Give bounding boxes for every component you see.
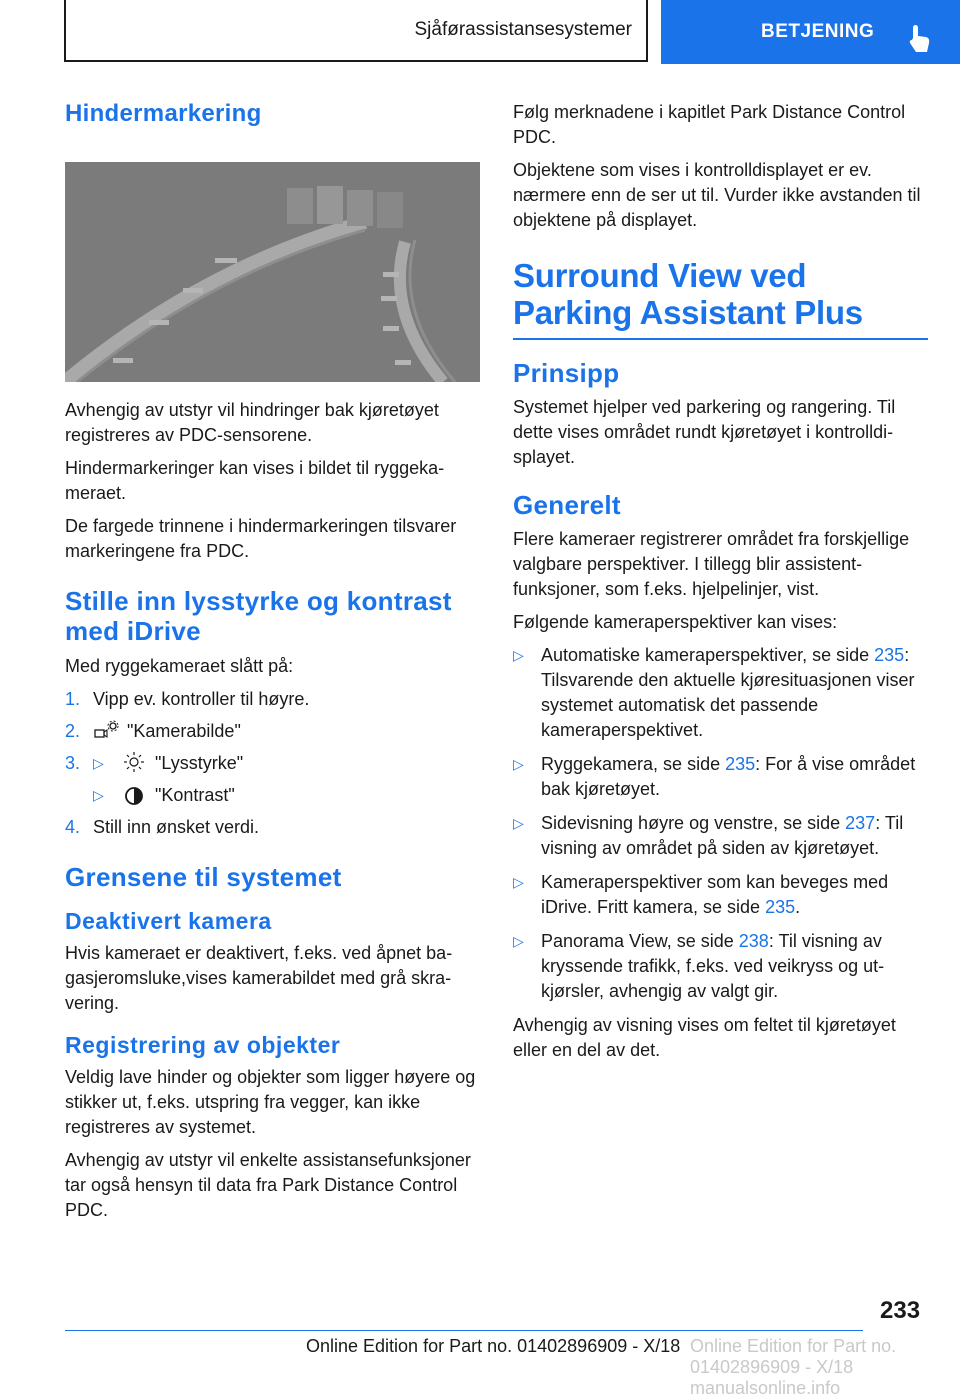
step-text: "Lysstyrke" — [155, 753, 244, 773]
bullet-text-part: : Til visning av området på siden av kjøretøyet. — [541, 813, 904, 858]
hindermarkering-paragraph: De fargede trinnene i hindermarkeringen tilsvarer markeringene fra PDC. — [65, 516, 457, 561]
triangle-bullet-icon: ▷ — [93, 787, 104, 803]
surround-view-heading: Surround View ved Parking Assistant Plus — [513, 257, 863, 331]
hindermarkering-paragraph: Avhengig av utstyr vil hindringer bak kjøretøyet registreres av PDC-sensorene. — [65, 400, 439, 445]
stille-inn-heading: Stille inn lysstyrke og kontrast med iDrive — [65, 586, 452, 646]
registrering-paragraph: Veldig lave hinder og objekter som ligger høyere og stikker ut, f.eks. utspring fra vegger, kan ikke registreres av systemet. — [65, 1067, 476, 1137]
camera-settings-icon — [93, 719, 119, 741]
perspective-list-item — [513, 752, 928, 802]
step-text: "Kontrast" — [155, 785, 235, 805]
page-link[interactable]: 237 — [845, 813, 876, 833]
step-text: Vipp ev. kontroller til høyre. — [93, 689, 310, 709]
page-link[interactable]: 235 — [765, 897, 796, 917]
bullet-text-part: Automatiske kameraperspektiver, se side — [541, 645, 875, 665]
deaktivert-heading: Deaktivert kamera — [65, 908, 272, 934]
bullet-text-part: Panorama View, se side — [541, 931, 739, 951]
bullet-text — [541, 870, 928, 920]
hand-pointer-icon — [909, 24, 931, 54]
registrering-paragraph: Avhengig av utstyr vil enkelte assistansefunksjoner tar også hensyn til data fra Park Distance Control PDC. — [65, 1150, 471, 1220]
grensene-heading: Grensene til systemet — [65, 862, 342, 892]
bullet-text-part: : Til visning av kryssende trafikk, f.eks. ved veikryss og utkjørsler, avhengig av valgt gir. — [541, 931, 885, 1001]
intro-paragraph: Objektene som vises i kontrolldisplayet er ev. nærmere enn de ser ut til. Vurder ikke avstanden til objektene på displayet. — [513, 160, 921, 230]
footer-divider — [65, 1330, 863, 1331]
bullet-text-part: : For å vise området bak kjøretøyet. — [541, 754, 916, 799]
step-number: 1. — [65, 689, 81, 709]
camera-obstacle-marking-image — [65, 162, 480, 382]
triangle-bullet-icon: ▷ — [513, 647, 524, 663]
chapter-tab[interactable] — [661, 0, 960, 64]
section-header — [64, 0, 648, 62]
right-column — [513, 100, 928, 1071]
step-2 — [65, 719, 480, 744]
perspective-list-item — [513, 643, 928, 743]
section-title: Sjåførassistansesystemer — [414, 19, 632, 40]
perspective-list-item — [513, 929, 928, 1004]
heading-divider — [513, 338, 928, 340]
deaktivert-paragraph: Hvis kameraet er deaktivert, f.eks. ved åpnet bagasjeromsluke,vises kamerabildet med grå skravering. — [65, 943, 453, 1013]
triangle-bullet-icon: ▷ — [513, 874, 524, 890]
brightness-icon — [121, 751, 147, 773]
generelt-paragraph: Flere kameraer registrerer området fra forskjellige valgbare perspektiver. I tillegg blir assistentfunksjoner, som f.eks. hjelpelinjer, vist. — [513, 529, 910, 599]
left-column — [65, 100, 480, 1231]
page-link[interactable]: 235 — [874, 645, 905, 665]
footer-edition: Online Edition for Part no. 01402896909 - X/18 — [306, 1336, 681, 1356]
bullet-text-part: Ryggekamera, se side — [541, 754, 726, 774]
hindermarkering-heading: Hindermarkering — [65, 100, 262, 127]
step-3-sub — [93, 783, 480, 808]
prinsipp-paragraph: Systemet hjelper ved parkering og rangering. Til dette vises området rundt kjøretøyet i kontrolldisplayet. — [513, 397, 896, 467]
contrast-icon — [121, 785, 147, 807]
bullet-text — [541, 811, 928, 861]
hindermarkering-paragraph: Hindermarkeringer kan vises i bildet til ryggekameraet. — [65, 458, 445, 503]
bullet-text — [541, 643, 928, 743]
page-link[interactable]: 238 — [738, 931, 769, 951]
footer-watermark: Online Edition for Part no. 01402896909 - X/18 manualsonline.info — [690, 1336, 897, 1398]
bullet-text — [541, 752, 928, 802]
triangle-bullet-icon: ▷ — [513, 815, 524, 831]
triangle-bullet-icon: ▷ — [93, 755, 104, 771]
step-number: 2. — [65, 721, 81, 741]
closing-paragraph: Avhengig av visning vises om feltet til kjøretøyet eller en del av det. — [513, 1015, 896, 1060]
generelt-paragraph: Følgende kameraperspektiver kan vises: — [513, 612, 838, 632]
step-number: 3. — [65, 753, 81, 773]
step-1 — [65, 687, 480, 712]
step-number: 4. — [65, 817, 81, 837]
step-text: "Kamerabilde" — [127, 721, 241, 741]
bullet-text-part: . — [795, 897, 801, 917]
chapter-title: BETJENING — [761, 21, 875, 42]
step-4 — [65, 815, 480, 840]
step-3 — [65, 751, 480, 776]
prinsipp-heading: Prinsipp — [513, 358, 620, 388]
registrering-heading: Registrering av objekter — [65, 1032, 341, 1058]
page-number: 233 — [880, 1297, 921, 1324]
bullet-text-part: : Tilsvarende den aktuelle kjøresituasjonen viser systemet automatisk det passende kameraperspektivet. — [541, 645, 915, 740]
bullet-text-part: Kameraperspektiver som kan beveges med iDrive. Fritt kamera, se side — [541, 872, 889, 917]
intro-paragraph: Følg merknadene i kapitlet Park Distance Control PDC. — [513, 102, 906, 147]
perspective-list-item — [513, 811, 928, 861]
generelt-heading: Generelt — [513, 490, 621, 520]
step-text: Still inn ønsket verdi. — [93, 817, 260, 837]
perspective-list-item — [513, 870, 928, 920]
bullet-text — [541, 929, 928, 1004]
triangle-bullet-icon: ▷ — [513, 933, 524, 949]
page-link[interactable]: 235 — [725, 754, 756, 774]
triangle-bullet-icon: ▷ — [513, 756, 524, 772]
bullet-text-part: Sidevisning høyre og venstre, se side — [541, 813, 846, 833]
stille-intro: Med ryggekameraet slått på: — [65, 656, 294, 676]
